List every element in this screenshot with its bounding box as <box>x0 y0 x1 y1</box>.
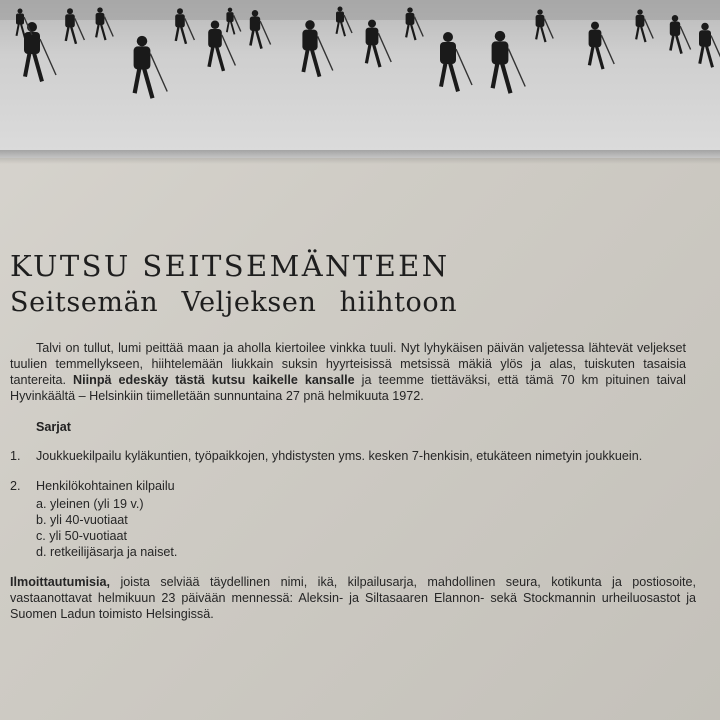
series-item-1 <box>10 448 696 464</box>
item-number: 1. <box>10 449 21 463</box>
intro-bold-text: Niinpä edeskäy tästä kutsu kaikelle kansalle <box>73 373 355 387</box>
skiers-photo <box>0 0 720 158</box>
article-title: KUTSU SEITSEMÄNTEEN <box>10 249 450 283</box>
sub-item: b. yli 40-vuotiaat <box>36 513 128 527</box>
crowd-band <box>0 0 720 20</box>
registration-paragraph <box>10 574 696 622</box>
registration-text: joista selviää täydellinen nimi, ikä, kilpailusarja, mahdollinen seura, kotikunta ja postiosoite, vastaanottavat helmikuun 23 päivään mennessä: Aleksin- ja Siltasaaren Elannon- sekä Stockmannin urheiluosastot ja Suomen Ladun toimisto Helsingissä. <box>10 575 696 621</box>
article <box>10 246 710 622</box>
intro-paragraph <box>10 340 686 404</box>
intro-text-1: Talvi on tullut, lumi peittää maan ja aholla kiertoilee vinkka tuuli. Nyt lyhykäisen päivän valjetessa lähtevät veljekset tuulien temmellykseen, hiihtelemään liukkain suksin hyyrteisissä metsissä mäkiä ylös ja alas, tuiskuten tasaisia tantereita. <box>10 341 686 387</box>
item-text: Joukkuekilpailu kyläkuntien, työpaikkojen, yhdistysten yms. kesken 7-henkisin, etukäteen nimetyin joukkuein. <box>36 449 643 463</box>
sub-item: a. yleinen (yli 19 v.) <box>36 497 144 511</box>
series-item-2 <box>10 478 696 560</box>
registration-bold: Ilmoittautumisia, <box>10 575 111 589</box>
sub-item: c. yli 50-vuotiaat <box>36 529 127 543</box>
item-text: Henkilökohtainen kilpailu <box>36 479 175 493</box>
intro-text-2: ja teemme tiettäväksi, että tämä 70 km pituinen taival Hyvinkäältä – Helsinkiin tiimelletään sunnuntaina 27 pnä helmikuuta 1972. <box>10 373 686 403</box>
photo-edge-shadow <box>0 150 720 164</box>
series-heading: Sarjat <box>36 420 72 434</box>
sub-item: d. retkeilijäsarja ja naiset. <box>36 545 178 559</box>
skiers-illustration <box>0 0 720 158</box>
item-number: 2. <box>10 479 21 493</box>
sub-list <box>36 496 696 560</box>
article-subtitle: Seitsemän Veljeksen hiihtoon <box>10 287 458 318</box>
